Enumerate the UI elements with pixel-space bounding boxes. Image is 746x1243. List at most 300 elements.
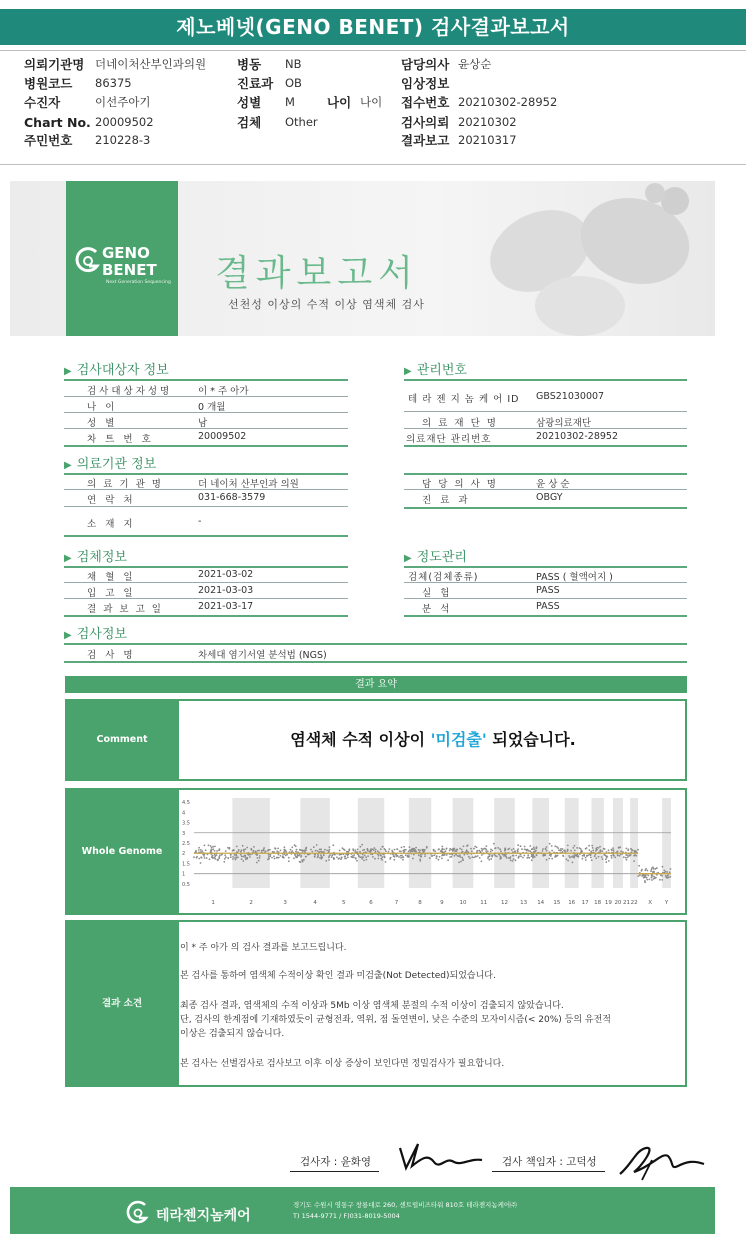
data-point xyxy=(373,849,375,851)
section-title-mgmt: ▶ 관리번호 xyxy=(404,363,467,378)
data-point xyxy=(583,855,585,857)
age-label: 나이 xyxy=(327,95,352,110)
data-point xyxy=(432,855,434,857)
data-point xyxy=(332,844,334,846)
table-cell-value: 2021-03-02 xyxy=(198,569,254,580)
data-point xyxy=(520,845,522,847)
data-point xyxy=(633,860,635,862)
data-point xyxy=(268,854,270,856)
data-point xyxy=(465,851,467,853)
data-point xyxy=(336,856,338,858)
data-point xyxy=(218,856,220,858)
data-point xyxy=(653,871,655,873)
data-point xyxy=(225,850,227,852)
data-point xyxy=(249,854,251,856)
data-point xyxy=(338,858,340,860)
data-point xyxy=(224,854,226,856)
table-cell-label: 담 당 의 사 명 xyxy=(422,479,498,490)
x-tick-label: Y xyxy=(664,900,669,906)
director-signature xyxy=(612,1136,707,1184)
data-point xyxy=(249,856,251,858)
data-point xyxy=(536,854,538,856)
data-point xyxy=(661,875,663,877)
data-point xyxy=(477,850,479,852)
data-point xyxy=(567,845,569,847)
data-point xyxy=(513,848,515,850)
data-point xyxy=(436,857,438,859)
data-point xyxy=(637,849,639,851)
x-tick-label: 12 xyxy=(500,900,508,906)
data-point xyxy=(258,860,260,862)
data-point xyxy=(590,854,592,856)
x-tick-label: 8 xyxy=(418,900,422,906)
data-point xyxy=(506,857,508,859)
data-point xyxy=(238,849,240,851)
report-title: 제노베넷(GENO BENET) 검사결과보고서 xyxy=(0,9,746,45)
data-point xyxy=(617,855,619,857)
data-point xyxy=(234,854,236,856)
data-point xyxy=(566,858,568,860)
logo-tagline: Next Generation Sequencing xyxy=(106,280,171,285)
data-point xyxy=(545,848,547,850)
data-point xyxy=(661,879,663,881)
data-point xyxy=(605,861,607,863)
data-point xyxy=(277,848,279,850)
table-cell-value: 2021-03-03 xyxy=(198,585,254,596)
table-cell-label: 의 료 재 단 명 xyxy=(422,418,498,429)
data-point xyxy=(627,856,629,858)
data-point xyxy=(433,850,435,852)
x-tick-label: X xyxy=(648,900,653,906)
data-point xyxy=(193,856,195,858)
data-point xyxy=(454,855,456,857)
data-point xyxy=(544,855,546,857)
data-point xyxy=(644,880,646,882)
data-point xyxy=(608,860,610,862)
row-divider xyxy=(404,598,687,599)
data-point xyxy=(241,856,243,858)
data-point xyxy=(214,857,216,859)
table-top-line xyxy=(64,473,348,475)
x-tick-label: 1 xyxy=(211,900,215,906)
data-point xyxy=(300,855,302,857)
row-divider xyxy=(64,506,348,507)
data-point xyxy=(466,849,468,851)
data-point xyxy=(402,859,404,861)
data-point xyxy=(589,849,591,851)
data-point xyxy=(355,857,357,859)
x-tick-label: 4 xyxy=(313,900,317,906)
row-divider xyxy=(64,428,348,429)
data-point xyxy=(245,858,247,860)
data-point xyxy=(204,845,206,847)
data-point xyxy=(581,850,583,852)
data-point xyxy=(646,879,648,881)
data-point xyxy=(486,845,488,847)
table-bottom-line xyxy=(404,615,687,617)
data-point xyxy=(323,851,325,853)
data-point xyxy=(423,850,425,852)
genome-label: Whole Genome xyxy=(65,788,179,915)
arrow-icon: ▶ xyxy=(64,460,72,471)
data-point xyxy=(259,855,261,857)
table-bottom-line xyxy=(64,661,687,663)
table-cell-label: 의료재단 관리번호 xyxy=(406,434,492,445)
data-point xyxy=(481,860,483,862)
data-point xyxy=(462,859,464,861)
data-point xyxy=(441,858,443,860)
data-point xyxy=(352,855,354,857)
data-point xyxy=(246,847,248,849)
data-point xyxy=(653,868,655,870)
data-point xyxy=(652,866,654,868)
table-top-line xyxy=(64,643,687,645)
data-point xyxy=(396,848,398,850)
arrow-icon: ▶ xyxy=(64,630,72,641)
sex-value: M xyxy=(285,95,295,109)
data-point xyxy=(271,857,273,859)
data-point xyxy=(645,875,647,877)
data-point xyxy=(304,851,306,853)
x-tick-label: 7 xyxy=(394,900,399,906)
data-point xyxy=(560,848,562,850)
data-point xyxy=(551,850,553,852)
opinion-line: 이 * 주 아가 의 검사 결과를 보고드립니다. xyxy=(180,943,347,953)
y-tick-label: 1 xyxy=(182,871,186,878)
data-point xyxy=(446,848,448,850)
data-point xyxy=(365,856,367,858)
tester-name: 검사자 : 윤화영 xyxy=(290,1154,379,1172)
data-point xyxy=(601,856,603,858)
data-point xyxy=(274,858,276,860)
data-point xyxy=(493,843,495,845)
data-point xyxy=(319,849,321,851)
data-point xyxy=(599,846,601,848)
data-point xyxy=(497,847,499,849)
comment-text: 염색체 수적 이상이 '미검출' 되었습니다. xyxy=(290,730,576,749)
data-point xyxy=(253,850,255,852)
data-point xyxy=(666,871,668,873)
data-point xyxy=(477,855,479,857)
data-point xyxy=(272,851,274,853)
data-point xyxy=(329,849,331,851)
data-point xyxy=(278,854,280,856)
data-point xyxy=(441,846,443,848)
chromosome-band xyxy=(409,798,431,888)
data-point xyxy=(310,849,312,851)
data-point xyxy=(566,850,568,852)
data-point xyxy=(612,847,614,849)
table-cell-label: 입 고 일 xyxy=(87,588,136,599)
data-point xyxy=(369,851,371,853)
data-point xyxy=(527,854,529,856)
data-point xyxy=(606,857,608,859)
doctor-value: 윤상순 xyxy=(458,57,492,71)
table-top-line xyxy=(404,473,687,475)
data-point xyxy=(198,849,200,851)
report-date-label: 결과보고 xyxy=(401,133,450,148)
data-point xyxy=(479,857,481,859)
data-point xyxy=(244,856,246,858)
data-point xyxy=(243,849,245,851)
data-point xyxy=(216,850,218,852)
data-point xyxy=(551,858,553,860)
data-point xyxy=(639,874,641,876)
data-point xyxy=(456,850,458,852)
data-point xyxy=(280,855,282,857)
data-point xyxy=(533,847,535,849)
data-point xyxy=(513,858,515,860)
data-point xyxy=(515,859,517,861)
data-point xyxy=(305,856,307,858)
data-point xyxy=(488,856,490,858)
data-point xyxy=(500,851,502,853)
data-point xyxy=(542,848,544,850)
data-point xyxy=(474,846,476,848)
table-cell-label: 연 락 처 xyxy=(87,495,136,506)
age-value: 나이 xyxy=(360,95,383,109)
data-point xyxy=(356,860,358,862)
ward-value: NB xyxy=(285,57,302,71)
data-point xyxy=(419,849,421,851)
data-point xyxy=(494,855,496,857)
data-point xyxy=(644,869,646,871)
row-divider xyxy=(404,489,687,490)
table-cell-value: 이 * 주 아가 xyxy=(198,386,249,397)
data-point xyxy=(449,856,451,858)
x-tick-label: 22 xyxy=(630,900,638,906)
data-point xyxy=(353,857,355,859)
data-point xyxy=(290,849,292,851)
arrow-icon: ▶ xyxy=(64,366,72,377)
data-point xyxy=(305,848,307,850)
data-point xyxy=(419,859,421,861)
data-point xyxy=(499,848,501,850)
x-tick-label: 9 xyxy=(440,900,444,906)
data-point xyxy=(329,846,331,848)
data-point xyxy=(568,855,570,857)
data-point xyxy=(424,855,426,857)
x-tick-label: 2 xyxy=(249,900,253,906)
data-point xyxy=(396,855,398,857)
data-point xyxy=(347,856,349,858)
data-point xyxy=(198,847,200,849)
table-cell-label: 분 석 xyxy=(422,604,453,615)
data-point xyxy=(596,847,598,849)
chromosome-band xyxy=(358,798,384,888)
data-point xyxy=(295,851,297,853)
data-point xyxy=(297,855,299,857)
table-cell-label: 채 혈 일 xyxy=(87,572,136,583)
data-point xyxy=(283,857,285,859)
opinion-line: 본 검사를 통하여 염색체 수적이상 확인 결과 미검출(Not Detected)되었습니다. xyxy=(180,971,496,981)
data-point xyxy=(608,849,610,851)
data-point xyxy=(228,848,230,850)
data-point xyxy=(620,850,622,852)
data-point xyxy=(373,847,375,849)
data-point xyxy=(372,856,374,858)
data-point xyxy=(196,856,198,858)
data-point xyxy=(366,859,368,861)
x-tick-label: 11 xyxy=(480,900,488,906)
data-point xyxy=(669,871,671,873)
chromosome-band xyxy=(494,798,515,888)
data-point xyxy=(394,849,396,851)
data-point xyxy=(588,845,590,847)
data-point xyxy=(409,846,411,848)
data-point xyxy=(261,850,263,852)
data-point xyxy=(210,845,212,847)
data-point xyxy=(211,856,213,858)
table-bottom-line xyxy=(404,445,687,447)
arrow-icon: ▶ xyxy=(404,553,412,564)
data-point xyxy=(349,848,351,850)
data-point xyxy=(517,851,519,853)
banner-subtitle: 선천성 이상의 수적 이상 염색체 검사 xyxy=(228,298,425,311)
row-divider xyxy=(64,582,348,583)
data-point xyxy=(635,855,637,857)
row-divider xyxy=(64,489,348,490)
table-cell-value: 삼광의료재단 xyxy=(536,418,592,429)
data-point xyxy=(582,855,584,857)
data-point xyxy=(492,855,494,857)
data-point xyxy=(579,847,581,849)
receipt-no-value: 20210302-28952 xyxy=(458,95,558,109)
table-cell-label: 소 재 지 xyxy=(87,519,136,530)
data-point xyxy=(293,857,295,859)
logo-text xyxy=(102,245,157,279)
row-divider xyxy=(64,396,348,397)
footer-contact: T) 1544-9771 / F)031-8019-5004 xyxy=(293,1212,400,1220)
data-point xyxy=(549,854,551,856)
data-point xyxy=(613,849,615,851)
data-point xyxy=(665,871,667,873)
data-point xyxy=(363,860,365,862)
data-point xyxy=(340,858,342,860)
table-cell-value: 윤 상 순 xyxy=(536,479,570,490)
data-point xyxy=(610,855,612,857)
data-point xyxy=(594,855,596,857)
data-point xyxy=(244,848,246,850)
data-point xyxy=(377,858,379,860)
data-point xyxy=(389,848,391,850)
data-point xyxy=(504,848,506,850)
data-point xyxy=(487,850,489,852)
data-point xyxy=(251,849,253,851)
data-point xyxy=(481,854,483,856)
data-point xyxy=(670,868,672,870)
data-point xyxy=(667,875,669,877)
data-point xyxy=(536,847,538,849)
data-point xyxy=(317,850,319,852)
data-point xyxy=(385,850,387,852)
table-cell-value: 20009502 xyxy=(198,431,247,442)
data-point xyxy=(512,855,514,857)
y-tick-label: 4 xyxy=(182,810,186,817)
chromosome-band xyxy=(630,798,638,888)
data-point xyxy=(613,855,615,857)
table-cell-value: 남 xyxy=(198,418,208,429)
comment-label: Comment xyxy=(65,699,179,781)
table-cell-label: 검체(검체종류) xyxy=(408,572,479,583)
chromosome-band xyxy=(592,798,604,888)
data-point xyxy=(515,855,517,857)
data-point xyxy=(375,849,377,851)
banner-title: 결과보고서 xyxy=(215,253,419,294)
data-point xyxy=(574,845,576,847)
data-point xyxy=(204,857,206,859)
data-point xyxy=(359,846,361,848)
data-point xyxy=(529,845,531,847)
specimen-label: 검체 xyxy=(237,115,262,130)
data-point xyxy=(572,855,574,857)
data-point xyxy=(651,877,653,879)
data-point xyxy=(523,855,525,857)
data-point xyxy=(479,851,481,853)
data-point xyxy=(420,856,422,858)
data-point xyxy=(558,849,560,851)
data-point xyxy=(278,857,280,859)
data-point xyxy=(616,851,618,853)
data-point xyxy=(421,849,423,851)
data-point xyxy=(212,846,214,848)
data-point xyxy=(592,847,594,849)
data-point xyxy=(638,865,640,867)
data-point xyxy=(647,875,649,877)
data-point xyxy=(212,855,214,857)
data-point xyxy=(361,844,363,846)
data-point xyxy=(590,857,592,859)
data-point xyxy=(650,870,652,872)
data-point xyxy=(627,849,629,851)
data-point xyxy=(459,848,461,850)
table-top-line xyxy=(404,379,687,381)
data-point xyxy=(510,860,512,862)
data-point xyxy=(522,857,524,859)
data-point xyxy=(655,877,657,879)
baby-feet-image xyxy=(470,181,715,336)
data-point xyxy=(201,857,203,859)
data-point xyxy=(438,849,440,851)
x-tick-label: 5 xyxy=(342,900,346,906)
data-point xyxy=(546,846,548,848)
tester-signature xyxy=(396,1136,486,1178)
data-point xyxy=(601,850,603,852)
x-tick-label: 10 xyxy=(459,900,467,906)
data-point xyxy=(632,849,634,851)
data-point xyxy=(490,851,492,853)
data-point xyxy=(460,861,462,863)
logo-line-2: BENET xyxy=(102,261,157,279)
data-point xyxy=(405,854,407,856)
data-point xyxy=(362,849,364,851)
data-point xyxy=(331,856,333,858)
theragen-logo-icon xyxy=(126,1200,150,1226)
data-point xyxy=(211,847,213,849)
data-point xyxy=(303,859,305,861)
data-point xyxy=(556,855,558,857)
data-point xyxy=(488,859,490,861)
data-point xyxy=(218,849,220,851)
chart-no-value: 20009502 xyxy=(95,115,154,129)
data-point xyxy=(296,849,298,851)
data-point xyxy=(470,848,472,850)
data-point xyxy=(367,850,369,852)
data-point xyxy=(263,850,265,852)
x-tick-label: 20 xyxy=(614,900,622,906)
data-point xyxy=(378,855,380,857)
data-point xyxy=(209,858,211,860)
